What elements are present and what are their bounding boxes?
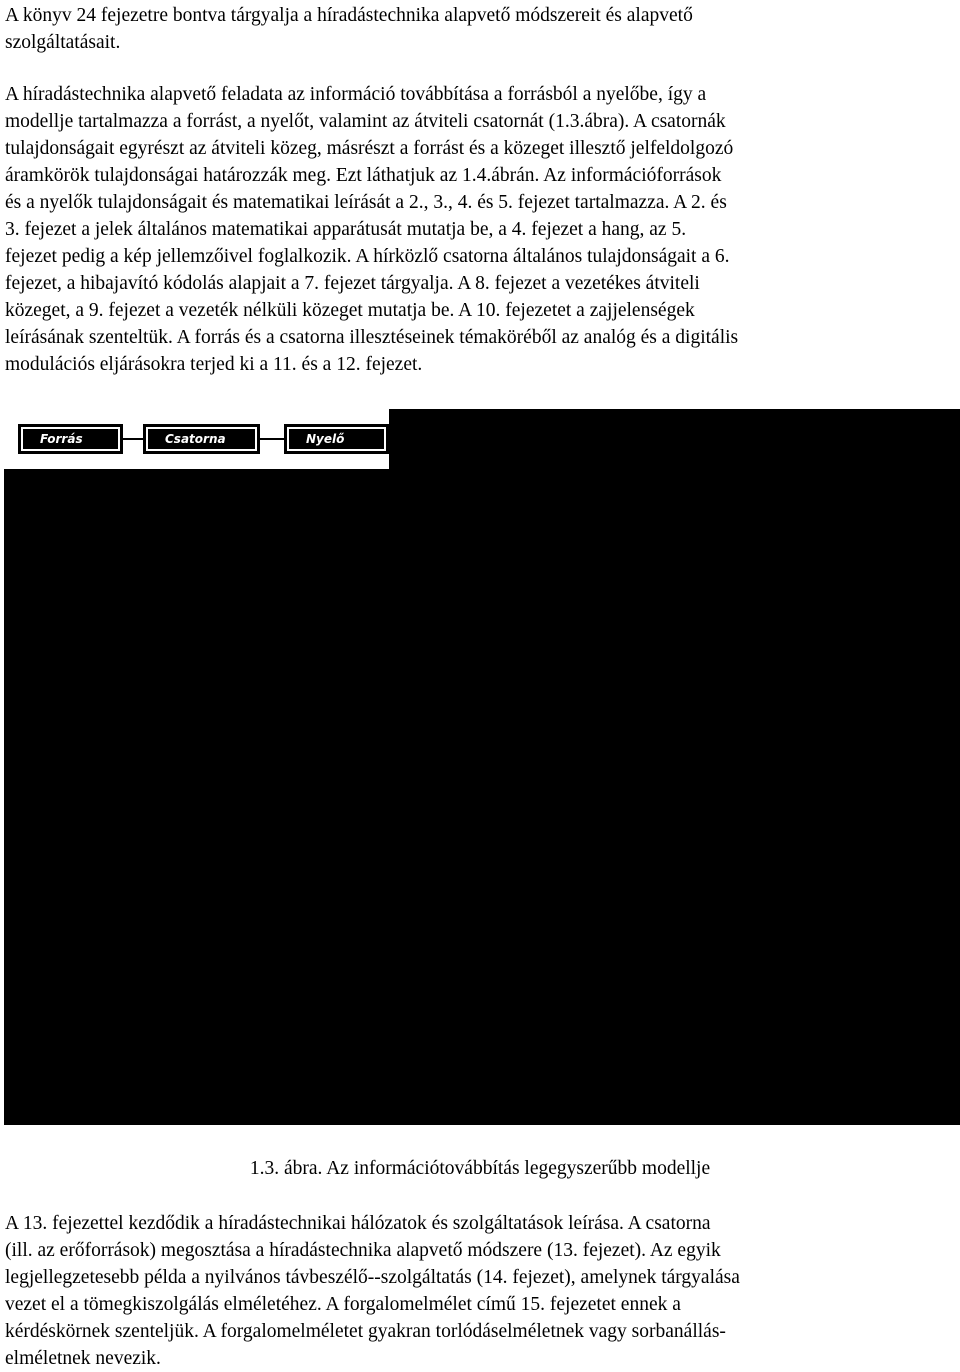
text-line: leírásának szenteltük. A forrás és a csatorna illesztéseinek témaköréből az analóg és a digitális: [5, 327, 739, 348]
intro-paragraph: [5, 2, 950, 56]
text-line: modulációs eljárásokra terjed ki a 11. és a 12. fejezet.: [5, 354, 423, 375]
figure-black-area-top: [389, 409, 960, 469]
text-line: fejezet pedig a kép jellemzőivel foglalkozik. A hírközlő csatorna általános tulajdonságait a 6.: [5, 246, 730, 267]
text-line: A 13. fejezettel kezdődik a híradástechnikai hálózatok és szolgáltatások leírása. A csatorna: [5, 1213, 711, 1234]
text-line: vezet el a tömegkiszolgálás elméletéhez. A forgalomelmélet című 15. fejezetet ennek a: [5, 1294, 681, 1315]
text-line: fejezet, a hibajavító kódolás alapjait a 7. fejezet tárgyalja. A 8. fejezet a vezetékes átviteli: [5, 273, 700, 294]
figure-black-area: [4, 469, 960, 1125]
channel-block: Csatorna: [143, 424, 260, 454]
text-line: modellje tartalmazza a forrást, a nyelőt, valamint az átviteli csatornát (1.3.ábra). A csatornák: [5, 111, 726, 132]
text-line: tulajdonságait egyrészt az átviteli közeg, másrészt a forrást és a közeget illesztő jelfeldolgozó: [5, 138, 734, 159]
connector-line: [260, 438, 284, 440]
closing-paragraph: [5, 1210, 950, 1372]
text-line: 3. fejezet a jelek általános matematikai apparátusát mutatja be, a 4. fejezet a hang, az 5.: [5, 219, 687, 240]
connector-line: [123, 438, 143, 440]
text-line: és a nyelők tulajdonságait és matematikai leírását a 2., 3., 4. és 5. fejezet tartalmazza. A 2. és: [5, 192, 727, 213]
text-line: áramkörök tulajdonságai határozzák meg. Ezt láthatjuk az 1.4.ábrán. Az információforrások: [5, 165, 722, 186]
text-line: legjellegzetesebb példa a nyilvános távbeszélő--szolgáltatás (14. fejezet), amelynek tárgyalása: [5, 1267, 740, 1288]
text-line: közeget, a 9. fejezet a vezeték nélküli közeget mutatja be. A 10. fejezetet a zajjelenségek: [5, 300, 695, 321]
text-line: A könyv 24 fejezetre bontva tárgyalja a híradástechnika alapvető módszereit és alapvető: [5, 5, 693, 26]
text-line: A híradástechnika alapvető feladata az információ továbbítása a forrásból a nyelőbe, így a: [5, 84, 707, 105]
text-line: szolgáltatásait.: [5, 32, 121, 53]
text-line: kérdéskörnek szenteljük. A forgalomelméletet gyakran torlódáselméletnek vagy sorbanállás-: [5, 1321, 726, 1342]
body-paragraph: [5, 81, 950, 378]
source-block: Forrás: [18, 424, 123, 454]
text-line: elméletnek nevezik.: [5, 1348, 161, 1369]
sink-block: Nyelő: [284, 424, 389, 454]
figure-caption: 1.3. ábra. Az információtovábbítás legegyszerűbb modellje: [249, 1158, 711, 1179]
text-line: (ill. az erőforrások) megosztása a híradástechnika alapvető módszere (13. fejezet). Az egyik: [5, 1240, 721, 1261]
